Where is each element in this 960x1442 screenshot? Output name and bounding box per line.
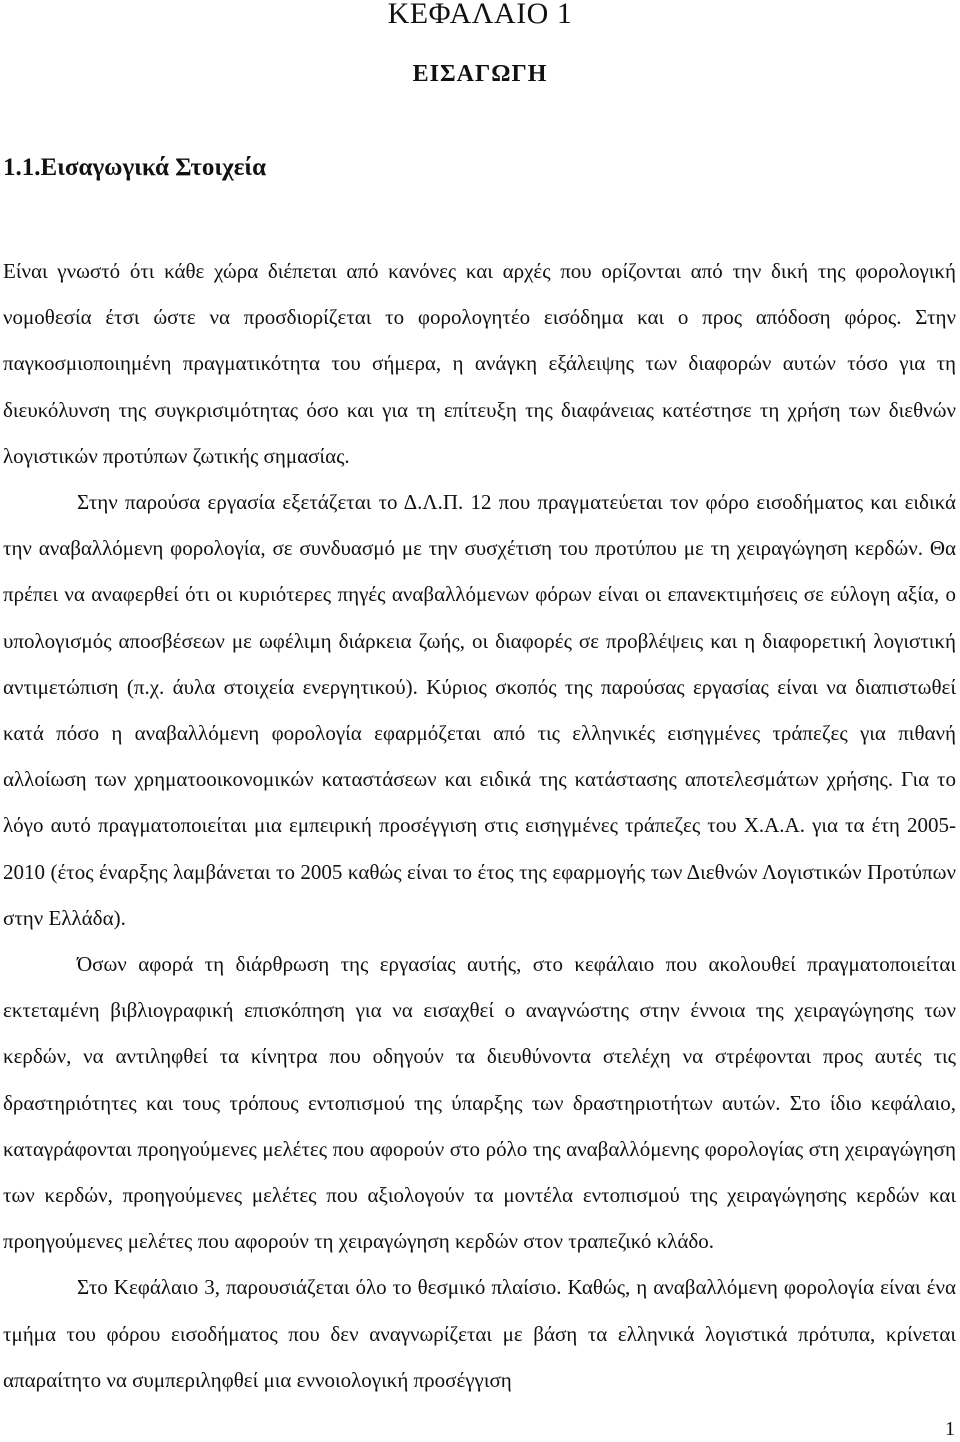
- body-text: [3, 248, 956, 1403]
- paragraph-4: Στο Κεφάλαιο 3, παρουσιάζεται όλο το θεσμικό πλαίσιο. Καθώς, η αναβαλλόμενη φορολογία είναι ένα τμήμα του φόρου εισοδήματος που δεν αναγνωρίζεται με βάση τα ελληνικά λογιστικά πρότυπα, κρίνεται απαραίτητο να συμπεριληφθεί μια εννοιολογική προσέγγιση: [3, 1275, 956, 1392]
- chapter-title: ΚΕΦΑΛΑΙΟ 1: [387, 0, 573, 30]
- section-heading: 1.1.Εισαγωγικά Στοιχεία: [3, 154, 267, 181]
- intro-title: ΕΙΣΑΓΩΓΗ: [412, 61, 548, 87]
- paragraph-2: Στην παρούσα εργασία εξετάζεται το Δ.Λ.Π. 12 που πραγματεύεται τον φόρο εισοδήματος και ειδικά την αναβαλλόμενη φορολογία, σε συνδυασμό με την συσχέτιση του προτύπου με τη χειραγώγηση κερδών. Θα πρέπει να αναφερθεί ότι οι κυριότερες πηγές αναβαλλόμενων φόρων είναι οι επανεκτιμήσεις σε εύλογη αξία, ο υπολογισμός αποσβέσεων με ωφέλιμη διάρκεια ζωής, οι διαφορές σε προβλέψεις και η διαφορετική λογιστική αντιμετώπιση (π.χ. άυλα στοιχεία ενεργητικού). Κύριος σκοπός της παρούσας εργασίας είναι να διαπιστωθεί κατά πόσο η αναβαλλόμενη φορολογία εφαρμόζεται από τις ελληνικές εισηγμένες τράπεζες για πιθανή αλλοίωση των χρηματοοικονομικών καταστάσεων και ειδικά της κατάστασης αποτελεσμάτων χρήσης. Για το λόγο αυτό πραγματοποιείται μια εμπειρική προσέγγιση στις εισηγμένες τράπεζες του Χ.Α.Α. για τα έτη 2005-2010 (έτος έναρξης λαμβάνεται το 2005 καθώς είναι το έτος της εφαρμογής των Διεθνών Λογιστικών Προτύπων στην Ελλάδα).: [3, 490, 956, 930]
- paragraph-1: Είναι γνωστό ότι κάθε χώρα διέπεται από κανόνες και αρχές που ορίζονται από την δική της φορολογική νομοθεσία έτσι ώστε να προσδιορίζεται το φορολογητέο εισόδημα και ο προς απόδοση φόρος. Στην παγκοσμιοποιημένη πραγματικότητα του σήμερα, η ανάγκη εξάλειψης των διαφορών αυτών τόσο για τη διευκόλυνση της συγκρισιμότητας όσο και για τη επίτευξη της διαφάνειας κατέστησε τη χρήση των διεθνών λογιστικών προτύπων ζωτικής σημασίας.: [3, 259, 956, 468]
- paragraph-3: Όσων αφορά τη διάρθρωση της εργασίας αυτής, στο κεφάλαιο που ακολουθεί πραγματοποιείται εκτεταμένη βιβλιογραφική επισκόπηση για να εισαχθεί ο αναγνώστης στην έννοια της χειραγώγησης των κερδών, να αντιληφθεί τα κίνητρα που οδηγούν τα διευθύνοντα στελέχη να στρέφονται προς αυτές τις δραστηριότητες και τους τρόπους εντοπισμού της ύπαρξης των δραστηριοτήτων αυτών. Στο ίδιο κεφάλαιο, καταγράφονται προηγούμενες μελέτες που αφορούν στο ρόλο της αναβαλλόμενης φορολογίας στη χειραγώγηση των κερδών, προηγούμενες μελέτες που αξιολογούν τα μοντέλα εντοπισμού της χειραγώγησης κερδών και προηγούμενες μελέτες που αφορούν τη χειραγώγηση κερδών στον τραπεζικό κλάδο.: [3, 952, 956, 1254]
- page-number: 1: [945, 1418, 955, 1440]
